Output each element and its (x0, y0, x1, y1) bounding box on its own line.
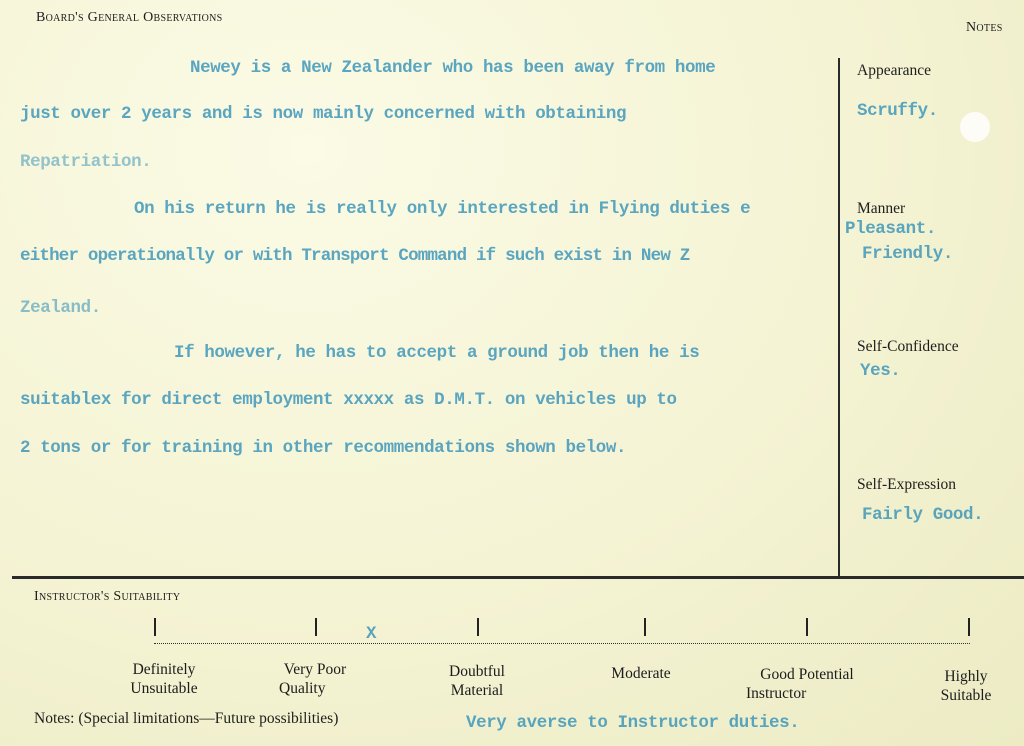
scale-label-line: Instructor (746, 685, 807, 702)
appearance-value: Scruffy. (857, 101, 938, 121)
scale-label-line: Definitely (132, 661, 196, 678)
scale-label-highly-suitable (916, 667, 1016, 705)
observation-line: If however, he has to accept a ground job then he is (174, 343, 700, 363)
notes-column-divider (838, 58, 840, 576)
observation-line: just over 2 years and is now mainly concerned with obtaining (20, 104, 627, 124)
scale-label-line: Unsuitable (130, 680, 198, 697)
scale-label-line: Suitable (940, 687, 992, 704)
scale-label-doubtful-material (417, 662, 537, 700)
paper-stain (960, 112, 990, 142)
manner-value-pleasant: Pleasant. (845, 219, 936, 239)
scale-label-line: Very Poor (283, 661, 347, 678)
scale-tick (315, 618, 317, 636)
appearance-label: Appearance (857, 62, 932, 79)
self-expression-value: Fairly Good. (862, 505, 984, 525)
observation-line: Newey is a New Zealander who has been away from home (190, 58, 716, 78)
scale-dotted-line (154, 643, 970, 644)
scale-label-definitely-unsuitable (104, 660, 224, 698)
manner-value-friendly: Friendly. (862, 244, 953, 264)
observation-line: either operationally or with Transport Command if such exist in New Z (20, 246, 690, 266)
self-confidence-label: Self-Confidence (857, 338, 959, 355)
section-divider (12, 576, 1024, 579)
section-title-instructor-suitability: Instructor's Suitability (34, 589, 181, 604)
scale-tick (644, 618, 646, 636)
observation-line: On his return he is really only interested in Flying duties e (134, 199, 751, 219)
observation-line: suitablex for direct employment xxxxx as D.M.T. on vehicles up to (20, 390, 677, 410)
notes-title: Notes (966, 20, 1003, 35)
scale-label-good-potential-instructor (737, 665, 877, 703)
scale-tick (806, 618, 808, 636)
observation-line: 2 tons or for training in other recommendations shown below. (20, 438, 627, 458)
self-confidence-value: Yes. (860, 361, 901, 381)
self-expression-label: Self-Expression (857, 476, 957, 493)
scale-label-line: Moderate (611, 665, 671, 682)
scale-label-line: Material (450, 682, 504, 699)
scale-tick (154, 618, 156, 636)
instructor-notes-label: Notes: (Special limitations—Future possibilities) (34, 710, 339, 727)
scale-label-line: Quality (279, 680, 326, 697)
scale-label-line: Highly (944, 668, 988, 685)
observation-line: Zealand. (20, 298, 101, 318)
scale-label-line: Good Potential (760, 666, 854, 683)
scale-label-very-poor-quality (255, 660, 375, 698)
observation-line: Repatriation. (20, 152, 152, 172)
scale-tick (968, 618, 970, 636)
scale-tick (477, 618, 479, 636)
scale-label-line: Doubtful (449, 663, 505, 680)
manner-label: Manner (857, 200, 906, 217)
scale-label-moderate (581, 664, 701, 683)
section-title-general-observations: Board's General Observations (36, 10, 223, 25)
instructor-notes-value: Very averse to Instructor duties. (466, 713, 800, 733)
suitability-mark: X (366, 624, 377, 644)
